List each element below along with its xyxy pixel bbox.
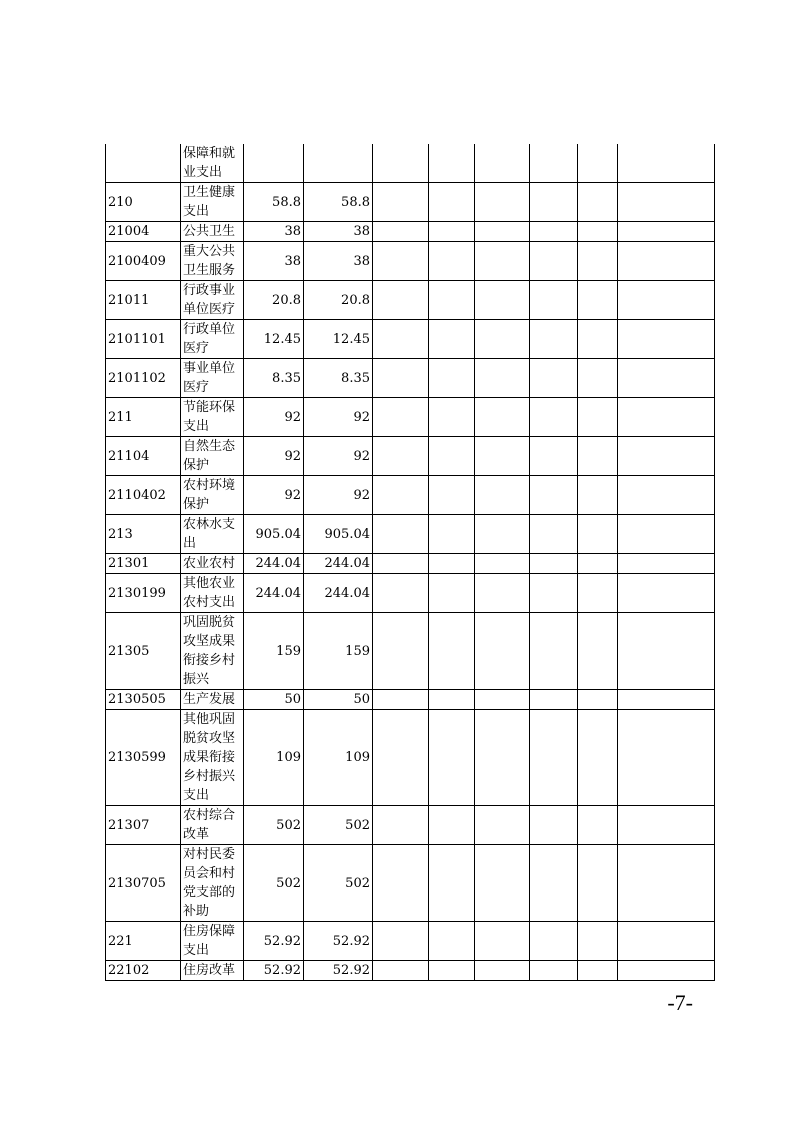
empty-cell: [429, 242, 475, 281]
empty-cell: [475, 359, 530, 398]
subject-name-cell: 对村民委 员会和村 党支部的 补助: [181, 845, 244, 922]
basic-expenditure-cell: 502: [304, 806, 373, 845]
empty-cell: [578, 183, 618, 222]
subject-name-cell: 巩固脱贫 攻坚成果 衔接乡村 振兴: [181, 613, 244, 690]
empty-cell: [429, 690, 475, 710]
subject-name-cell: 农业农村: [181, 554, 244, 574]
empty-cell: [373, 359, 429, 398]
subject-name-cell: 农村综合 改革: [181, 806, 244, 845]
subject-code-cell: 210: [106, 183, 181, 222]
empty-cell: [429, 806, 475, 845]
subject-name-cell: 住房保障 支出: [181, 922, 244, 961]
empty-cell: [373, 437, 429, 476]
empty-cell: [475, 845, 530, 922]
empty-cell: [530, 806, 578, 845]
table-row: [106, 437, 715, 476]
total-cell: 12.45: [244, 320, 304, 359]
empty-cell: [429, 554, 475, 574]
empty-cell: [475, 515, 530, 554]
subject-name-cell: 其他农业 农村支出: [181, 574, 244, 613]
empty-cell: [530, 922, 578, 961]
empty-cell: [475, 613, 530, 690]
subject-code-cell: 2130505: [106, 690, 181, 710]
empty-cell: [373, 515, 429, 554]
empty-cell: [475, 437, 530, 476]
basic-expenditure-cell: 92: [304, 476, 373, 515]
basic-expenditure-cell: 905.04: [304, 515, 373, 554]
empty-cell: [530, 320, 578, 359]
table-row: [106, 320, 715, 359]
basic-expenditure-cell: 92: [304, 398, 373, 437]
empty-cell: [429, 710, 475, 806]
empty-cell: [530, 183, 578, 222]
empty-cell: [475, 183, 530, 222]
empty-cell: [530, 398, 578, 437]
empty-cell: [475, 281, 530, 320]
empty-cell: [578, 574, 618, 613]
empty-cell: [429, 437, 475, 476]
empty-cell: [475, 398, 530, 437]
empty-cell: [373, 613, 429, 690]
subject-code-cell: 21307: [106, 806, 181, 845]
empty-cell: [429, 222, 475, 242]
empty-cell: [530, 574, 578, 613]
subject-name-cell: 节能环保 支出: [181, 398, 244, 437]
empty-cell: [429, 398, 475, 437]
subject-code-cell: 2100409: [106, 242, 181, 281]
basic-expenditure-cell: 52.92: [304, 961, 373, 981]
total-cell: 52.92: [244, 922, 304, 961]
total-cell: 159: [244, 613, 304, 690]
total-cell: 92: [244, 398, 304, 437]
basic-expenditure-cell: 58.8: [304, 183, 373, 222]
subject-code-cell: [106, 144, 181, 183]
empty-cell: [530, 144, 578, 183]
subject-name-cell: 其他巩固 脱贫攻坚 成果衔接 乡村振兴 支出: [181, 710, 244, 806]
empty-cell: [429, 922, 475, 961]
table-row: [106, 613, 715, 690]
total-cell: 20.8: [244, 281, 304, 320]
subject-code-cell: 21011: [106, 281, 181, 320]
subject-code-cell: 2101101: [106, 320, 181, 359]
empty-cell: [373, 320, 429, 359]
empty-cell: [578, 922, 618, 961]
subject-name-cell: 农林水支 出: [181, 515, 244, 554]
empty-cell: [530, 961, 578, 981]
empty-cell: [429, 183, 475, 222]
empty-cell: [578, 144, 618, 183]
empty-cell: [530, 437, 578, 476]
empty-cell: [373, 922, 429, 961]
empty-cell: [475, 476, 530, 515]
table-row: [106, 845, 715, 922]
empty-cell: [618, 437, 715, 476]
empty-cell: [578, 320, 618, 359]
basic-expenditure-cell: 502: [304, 845, 373, 922]
subject-name-cell: 事业单位 医疗: [181, 359, 244, 398]
empty-cell: [530, 845, 578, 922]
empty-cell: [373, 574, 429, 613]
total-cell: 109: [244, 710, 304, 806]
empty-cell: [429, 515, 475, 554]
empty-cell: [530, 281, 578, 320]
empty-cell: [475, 710, 530, 806]
empty-cell: [530, 359, 578, 398]
total-cell: 50: [244, 690, 304, 710]
subject-code-cell: 213: [106, 515, 181, 554]
empty-cell: [618, 281, 715, 320]
empty-cell: [373, 690, 429, 710]
empty-cell: [618, 554, 715, 574]
subject-name-cell: 行政事业 单位医疗: [181, 281, 244, 320]
empty-cell: [618, 574, 715, 613]
table-row: [106, 359, 715, 398]
subject-code-cell: 2101102: [106, 359, 181, 398]
empty-cell: [618, 144, 715, 183]
total-cell: 244.04: [244, 554, 304, 574]
table-row: [106, 710, 715, 806]
subject-code-cell: 21305: [106, 613, 181, 690]
empty-cell: [618, 320, 715, 359]
table-row: [106, 222, 715, 242]
total-cell: 92: [244, 476, 304, 515]
subject-name-cell: 行政单位 医疗: [181, 320, 244, 359]
empty-cell: [618, 222, 715, 242]
basic-expenditure-cell: 244.04: [304, 554, 373, 574]
subject-name-cell: 公共卫生: [181, 222, 244, 242]
subject-name-cell: 重大公共 卫生服务: [181, 242, 244, 281]
subject-code-cell: 2130599: [106, 710, 181, 806]
empty-cell: [475, 690, 530, 710]
empty-cell: [530, 710, 578, 806]
empty-cell: [618, 613, 715, 690]
empty-cell: [530, 515, 578, 554]
total-cell: 52.92: [244, 961, 304, 981]
subject-code-cell: 221: [106, 922, 181, 961]
table-row: [106, 961, 715, 981]
table-row: [106, 183, 715, 222]
empty-cell: [373, 242, 429, 281]
empty-cell: [578, 554, 618, 574]
total-cell: 92: [244, 437, 304, 476]
empty-cell: [429, 359, 475, 398]
empty-cell: [530, 613, 578, 690]
empty-cell: [530, 242, 578, 281]
empty-cell: [530, 690, 578, 710]
basic-expenditure-cell: 159: [304, 613, 373, 690]
empty-cell: [578, 242, 618, 281]
basic-expenditure-cell: [304, 144, 373, 183]
table-row: [106, 922, 715, 961]
budget-table: [105, 144, 715, 981]
subject-code-cell: 21004: [106, 222, 181, 242]
subject-name-cell: 自然生态 保护: [181, 437, 244, 476]
empty-cell: [475, 320, 530, 359]
empty-cell: [475, 242, 530, 281]
empty-cell: [618, 183, 715, 222]
empty-cell: [578, 398, 618, 437]
basic-expenditure-cell: 109: [304, 710, 373, 806]
empty-cell: [475, 806, 530, 845]
subject-code-cell: 22102: [106, 961, 181, 981]
total-cell: 905.04: [244, 515, 304, 554]
empty-cell: [475, 574, 530, 613]
subject-code-cell: 2130199: [106, 574, 181, 613]
empty-cell: [530, 222, 578, 242]
subject-name-cell: 保障和就 业支出: [181, 144, 244, 183]
empty-cell: [373, 144, 429, 183]
subject-name-cell: 生产发展: [181, 690, 244, 710]
subject-name-cell: 住房改革: [181, 961, 244, 981]
empty-cell: [475, 961, 530, 981]
total-cell: 38: [244, 242, 304, 281]
empty-cell: [373, 183, 429, 222]
basic-expenditure-cell: 8.35: [304, 359, 373, 398]
empty-cell: [618, 359, 715, 398]
total-cell: 502: [244, 845, 304, 922]
empty-cell: [475, 554, 530, 574]
empty-cell: [578, 222, 618, 242]
empty-cell: [429, 476, 475, 515]
empty-cell: [429, 574, 475, 613]
basic-expenditure-cell: 38: [304, 222, 373, 242]
empty-cell: [618, 806, 715, 845]
total-cell: 244.04: [244, 574, 304, 613]
empty-cell: [618, 242, 715, 281]
empty-cell: [618, 710, 715, 806]
empty-cell: [429, 961, 475, 981]
empty-cell: [578, 281, 618, 320]
table-row: [106, 554, 715, 574]
empty-cell: [618, 398, 715, 437]
empty-cell: [578, 845, 618, 922]
empty-cell: [578, 710, 618, 806]
table-row: [106, 476, 715, 515]
empty-cell: [373, 806, 429, 845]
empty-cell: [618, 922, 715, 961]
empty-cell: [578, 806, 618, 845]
empty-cell: [578, 437, 618, 476]
empty-cell: [578, 476, 618, 515]
empty-cell: [578, 613, 618, 690]
empty-cell: [373, 845, 429, 922]
basic-expenditure-cell: 92: [304, 437, 373, 476]
empty-cell: [618, 476, 715, 515]
table-row: [106, 281, 715, 320]
empty-cell: [618, 961, 715, 981]
empty-cell: [429, 281, 475, 320]
basic-expenditure-cell: 12.45: [304, 320, 373, 359]
empty-cell: [578, 961, 618, 981]
empty-cell: [429, 320, 475, 359]
empty-cell: [530, 476, 578, 515]
basic-expenditure-cell: 38: [304, 242, 373, 281]
total-cell: 58.8: [244, 183, 304, 222]
subject-name-cell: 农村环境 保护: [181, 476, 244, 515]
total-cell: 38: [244, 222, 304, 242]
empty-cell: [429, 845, 475, 922]
table-body: [106, 144, 715, 981]
basic-expenditure-cell: 244.04: [304, 574, 373, 613]
page-number: -7-: [667, 990, 693, 1015]
empty-cell: [373, 961, 429, 981]
subject-name-cell: 卫生健康 支出: [181, 183, 244, 222]
empty-cell: [618, 515, 715, 554]
empty-cell: [530, 554, 578, 574]
basic-expenditure-cell: 52.92: [304, 922, 373, 961]
empty-cell: [578, 690, 618, 710]
empty-cell: [373, 476, 429, 515]
table-row: [106, 144, 715, 183]
table-row: [106, 690, 715, 710]
empty-cell: [373, 554, 429, 574]
empty-cell: [373, 281, 429, 320]
empty-cell: [373, 222, 429, 242]
empty-cell: [475, 922, 530, 961]
total-cell: 502: [244, 806, 304, 845]
basic-expenditure-cell: 20.8: [304, 281, 373, 320]
table-row: [106, 398, 715, 437]
table-row: [106, 806, 715, 845]
subject-code-cell: 2130705: [106, 845, 181, 922]
empty-cell: [618, 845, 715, 922]
empty-cell: [373, 398, 429, 437]
empty-cell: [578, 359, 618, 398]
empty-cell: [578, 515, 618, 554]
total-cell: 8.35: [244, 359, 304, 398]
table-row: [106, 515, 715, 554]
empty-cell: [429, 613, 475, 690]
subject-code-cell: 21301: [106, 554, 181, 574]
table-row: [106, 242, 715, 281]
basic-expenditure-cell: 50: [304, 690, 373, 710]
empty-cell: [475, 222, 530, 242]
table-row: [106, 574, 715, 613]
subject-code-cell: 2110402: [106, 476, 181, 515]
total-cell: [244, 144, 304, 183]
subject-code-cell: 21104: [106, 437, 181, 476]
subject-code-cell: 211: [106, 398, 181, 437]
empty-cell: [618, 690, 715, 710]
empty-cell: [429, 144, 475, 183]
empty-cell: [475, 144, 530, 183]
empty-cell: [373, 710, 429, 806]
